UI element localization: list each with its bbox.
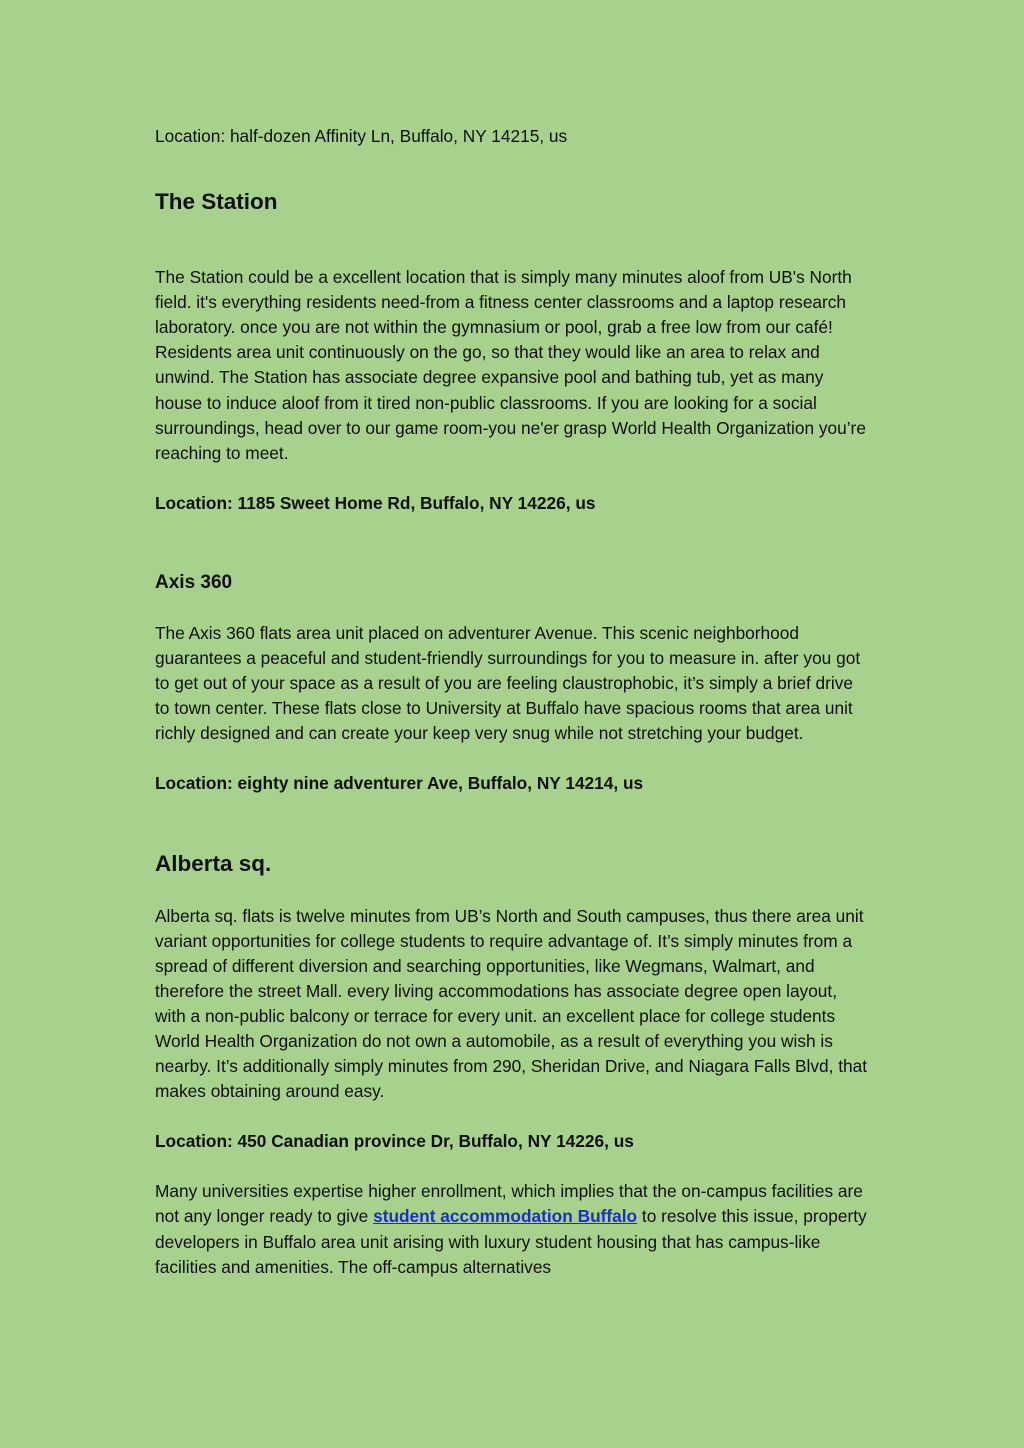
closing-paragraph (155, 1179, 870, 1279)
closing-text-before-link: Many universities expertise higher enrollment, which implies that the on-campus facilities are not any longer ready to give (155, 1181, 863, 1227)
section-body-the-station: The Station could be a excellent location that is simply many minutes aloof from UB's North field. it's everything residents need-from a fitness center classrooms and a laptop research laboratory. once you are not within the gymnasium or pool, grab a free low from our café! Residents area unit continuously on the go, so that they would like an area to relax and unwind. The Station has associate degree expansive pool and bathing tub, yet as many house to induce aloof from it tired non-public classrooms. If you are looking for a social surroundings, head over to our game room-you ne'er grasp World Health Organization you’re reaching to meet. (155, 267, 866, 463)
section-heading-alberta-sq: Alberta sq. (155, 850, 272, 876)
section-body-axis-360: The Axis 360 flats area unit placed on adventurer Avenue. This scenic neighborhood guarantees a peaceful and student-friendly surroundings for you to measure in. after you got to get out of your space as a result of you are feeling claustrophobic, it’s simply a brief drive to town center. These flats close to University at Buffalo have spacious rooms that area unit richly designed and can create your keep very snug while not stretching your budget. (155, 622, 861, 744)
section-heading-the-station: The Station (155, 189, 278, 215)
section-location-alberta-sq: Location: 450 Canadian province Dr, Buffalo, NY 14226, us (155, 1131, 634, 1152)
section-heading-axis-360: Axis 360 (155, 571, 233, 593)
closing-text-after-link: to resolve this issue, property developers in Buffalo area unit arising with luxury student housing that has campus-like facilities and amenities. The off-campus alternatives (155, 1206, 867, 1277)
section-location-the-station: Location: 1185 Sweet Home Rd, Buffalo, NY 14226, us (155, 492, 596, 513)
intro-location: Location: half-dozen Affinity Ln, Buffalo, NY 14215, us (155, 126, 568, 146)
document-content (155, 124, 870, 1280)
student-accommodation-link[interactable]: student accommodation Buffalo (373, 1206, 638, 1227)
section-body-alberta-sq: Alberta sq. flats is twelve minutes from UB’s North and South campuses, thus there area unit variant opportunities for college students to require advantage of. It’s simply minutes from a spread of different diversion and searching opportunities, like Wegmans, Walmart, and therefore the street Mall. every living accommodations has associate degree open layout, with a non-public balcony or terrace for every unit. an excellent place for college students World Health Organization do not own a automobile, as a result of everything you wish is nearby. It’s additionally simply minutes from 290, Sheridan Drive, and Niagara Falls Blvd, that makes obtaining around easy. (155, 905, 868, 1102)
section-location-axis-360: Location: eighty nine adventurer Ave, Buffalo, NY 14214, us (155, 773, 644, 794)
